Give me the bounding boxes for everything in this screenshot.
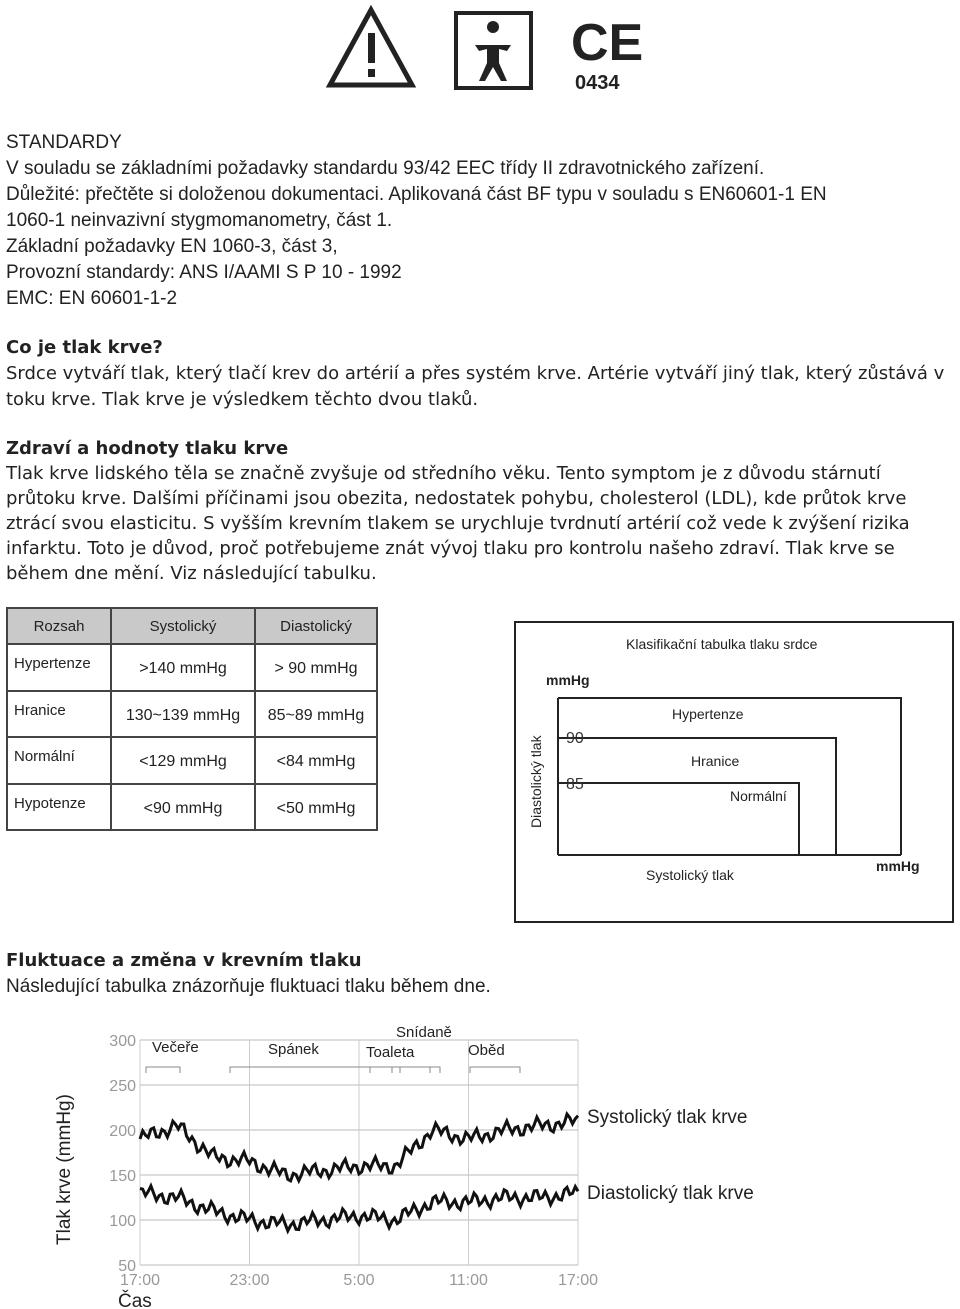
- x-tick-label: 11:00: [449, 1272, 488, 1289]
- tick-85: 85: [566, 776, 584, 793]
- diastolic-value: <50 mmHg: [255, 784, 377, 831]
- warning-icon: [330, 10, 412, 85]
- chart-events: [146, 1024, 520, 1073]
- table-header: Systolický: [111, 608, 255, 644]
- zone-label: Normální: [730, 788, 787, 804]
- chart-x-label: Čas: [118, 1291, 152, 1309]
- event-marker: [470, 1067, 520, 1073]
- diastolic-value: <84 mmHg: [255, 737, 377, 784]
- event-label: Večeře: [152, 1039, 199, 1056]
- y-tick-label: 100: [109, 1213, 136, 1230]
- health-line: průtoku krve. Dalšími příčinami jsou obezita, nedostatek pohybu, cholesterol (LDL), kde průtok krve: [6, 488, 907, 509]
- fluctuation-chart: [0, 1015, 800, 1309]
- table-header: Rozsah: [7, 608, 111, 644]
- event-marker: [230, 1067, 440, 1073]
- tick-90: 90: [566, 730, 584, 747]
- pressure-range-table: [6, 607, 378, 831]
- systolic-value: <90 mmHg: [111, 784, 255, 831]
- fluctuation-subtitle: Následující tabulka znázorňuje fluktuaci tlaku během dne.: [6, 976, 491, 997]
- x-tick-label: 5:00: [343, 1272, 375, 1289]
- classification-title: Klasifikační tabulka tlaku srdce: [626, 636, 818, 652]
- x-tick-label: 17:00: [119, 1272, 161, 1289]
- what-is-line: toku krve. Tlak krve je výsledkem těchto dvou tlaků.: [6, 389, 479, 410]
- x-axis-label: Systolický tlak: [646, 867, 734, 883]
- y-tick-label: 300: [109, 1033, 136, 1050]
- type-bf-icon: [456, 13, 531, 88]
- table-row: [7, 737, 377, 784]
- event-marker: [370, 1067, 392, 1073]
- ce-mark-icon: [571, 14, 643, 94]
- health-line: ztrácí svou elasticitu. S vyšším krevním tlakem se urychluje tvrdnutí artérií což vede k zvýšení rizika: [6, 513, 910, 534]
- systolic-value: 130~139 mmHg: [111, 691, 255, 738]
- standards-line: Základní požadavky EN 1060-3, část 3,: [6, 236, 338, 257]
- table-header-row: [7, 608, 377, 644]
- ce-number: 0434: [575, 72, 620, 94]
- row-label: Normální: [7, 737, 111, 784]
- y-unit-label: mmHg: [546, 672, 590, 688]
- health-heading: Zdraví a hodnoty tlaku krve: [6, 438, 289, 459]
- zone-label: Hranice: [691, 753, 740, 769]
- table-header: Diastolický: [255, 608, 377, 644]
- row-label: Hypertenze: [7, 644, 111, 691]
- health-line: během dne mění. Viz následující tabulku.: [6, 563, 377, 584]
- y-tick-label: 50: [118, 1258, 136, 1275]
- diastolic-value: 85~89 mmHg: [255, 691, 377, 738]
- standards-line: V souladu se základními požadavky standardu 93/42 EEC třídy II zdravotnického zařízení.: [6, 158, 765, 179]
- standards-line: Provozní standardy: ANS I/AAMI S P 10 - 1992: [6, 262, 402, 283]
- ce-letters: CE: [571, 14, 644, 72]
- table-row: [7, 644, 377, 691]
- x-unit-label: mmHg: [876, 858, 920, 874]
- event-label: Toaleta: [366, 1044, 415, 1061]
- y-axis-label: Diastolický tlak: [528, 735, 544, 828]
- table-row: [7, 691, 377, 738]
- event-marker: [400, 1067, 430, 1073]
- row-label: Hypotenze: [7, 784, 111, 831]
- standards-line: 1060-1 neinvazivní stygmomanometry, část 1.: [6, 210, 393, 231]
- event-label: Snídaně: [396, 1024, 452, 1041]
- systolic-value: <129 mmHg: [111, 737, 255, 784]
- diastolic-value: > 90 mmHg: [255, 644, 377, 691]
- y-tick-label: 150: [109, 1168, 136, 1185]
- zone-label: Hypertenze: [672, 706, 744, 722]
- health-line: Tlak krve lidského těla se značně zvyšuje od středního věku. Tento symptom je z důvodu stárnutí: [6, 463, 881, 484]
- x-tick-label: 17:00: [557, 1272, 599, 1289]
- classification-svg: [516, 623, 952, 921]
- health-line: infarktu. Toto je důvod, proč potřebujeme znát vývoj tlaku pro kontrolu našeho zdraví. Tlak krve se: [6, 538, 895, 559]
- standards-line: EMC: EN 60601-1-2: [6, 288, 178, 309]
- standards-heading: STANDARDY: [6, 132, 122, 153]
- certification-symbols: [325, 5, 645, 95]
- y-tick-label: 250: [109, 1078, 136, 1095]
- what-is-heading: Co je tlak krve?: [6, 337, 163, 358]
- legend-diastolic: Diastolický tlak krve: [587, 1183, 754, 1204]
- chart-x-ticks: [120, 1272, 598, 1289]
- event-marker: [146, 1067, 180, 1073]
- classification-chart: [514, 621, 954, 923]
- systolic-value: >140 mmHg: [111, 644, 255, 691]
- what-is-line: Srdce vytváří tlak, který tlačí krev do artérií a přes systém krve. Artérie vytváří jiný tlak, který zůstává v: [6, 363, 945, 384]
- chart-y-label: Tlak krve (mmHg): [54, 1094, 75, 1245]
- table-row: [7, 784, 377, 831]
- row-label: Hranice: [7, 691, 111, 738]
- event-label: Spánek: [268, 1041, 319, 1058]
- y-tick-label: 200: [109, 1123, 136, 1140]
- chart-y-ticks: [109, 1033, 136, 1275]
- x-tick-label: 23:00: [229, 1272, 270, 1289]
- fluctuation-heading: Fluktuace a změna v krevním tlaku: [6, 950, 362, 971]
- standards-line: Důležité: přečtěte si doloženou dokumentaci. Aplikovaná část BF typu v souladu s EN60601-1 EN: [6, 184, 827, 205]
- event-label: Oběd: [468, 1042, 505, 1059]
- legend-systolic: Systolický tlak krve: [587, 1107, 748, 1128]
